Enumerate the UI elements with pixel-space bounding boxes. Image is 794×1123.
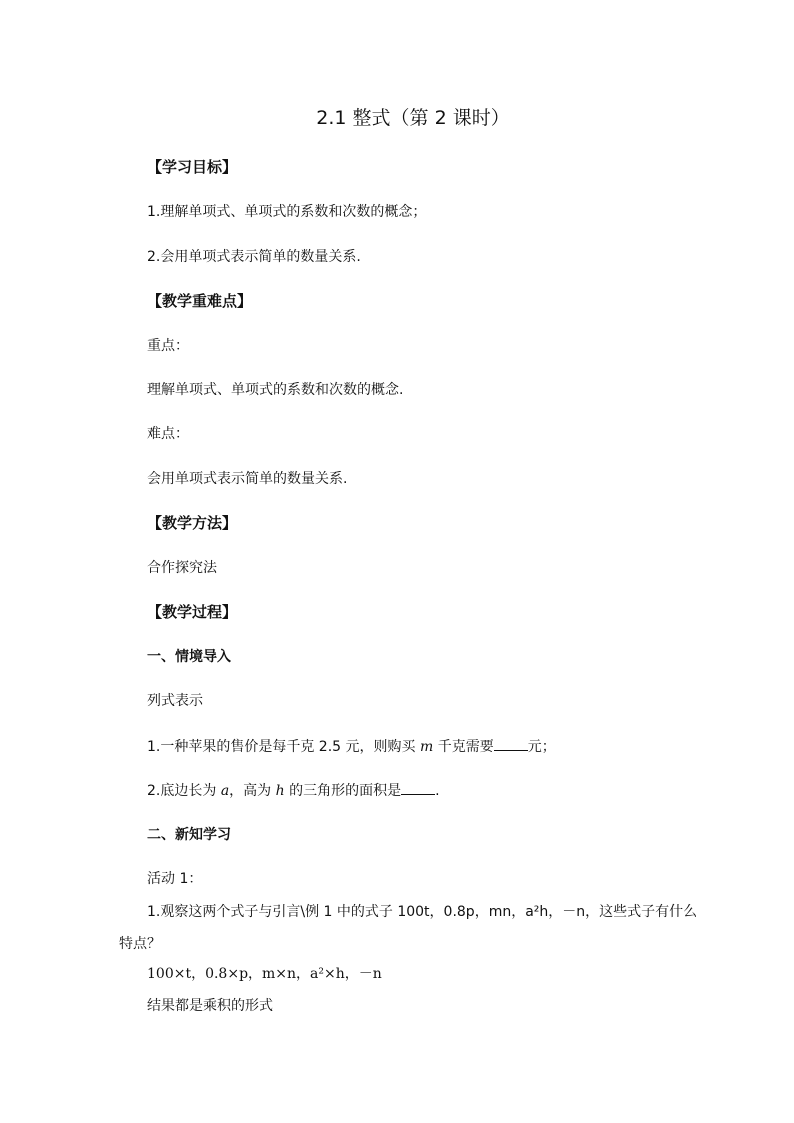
part1-heading: 一、情境导入 bbox=[147, 649, 231, 665]
q1-variable-m: m bbox=[419, 739, 434, 755]
observe-line-1: 1.观察这两个式子与引言\例 1 中的式子 100t，0.8p，mn，a²h，－n，这些式子有什么 bbox=[147, 904, 698, 920]
q2-text-d: . bbox=[435, 783, 440, 799]
q2-variable-a: a bbox=[220, 783, 230, 799]
activity-label: 活动 1： bbox=[147, 871, 203, 887]
q1-text-b: 千克需要 bbox=[433, 739, 494, 755]
key-points-heading: 【教学重难点】 bbox=[147, 292, 253, 310]
q1-text-a: 1.一种苹果的售价是每千克 2.5 元，则购买 bbox=[147, 739, 420, 755]
q2-variable-h: h bbox=[275, 783, 285, 799]
method-heading: 【教学方法】 bbox=[147, 514, 238, 532]
q2-text-c: 的三角形的面积是 bbox=[284, 783, 402, 799]
question-1 bbox=[147, 736, 556, 757]
goal-item-1: 1.理解单项式、单项式的系数和次数的概念； bbox=[147, 204, 427, 220]
page-title: 2.1 整式（第 2 课时） bbox=[316, 107, 510, 129]
q1-text-c: 元； bbox=[527, 739, 556, 755]
q2-text-a: 2.底边长为 bbox=[147, 783, 221, 799]
q1-answer-blank bbox=[494, 736, 528, 751]
expression-line: 100×t，0.8×p，m×n，a²×h，－n bbox=[147, 966, 382, 982]
q2-text-b: ，高为 bbox=[229, 783, 276, 799]
difficulty-label: 难点： bbox=[147, 426, 189, 442]
part2-heading: 二、新知学习 bbox=[147, 827, 231, 843]
q2-answer-blank bbox=[401, 780, 435, 795]
goals-heading: 【学习目标】 bbox=[147, 158, 238, 176]
process-heading: 【教学过程】 bbox=[147, 603, 238, 621]
method-text: 合作探究法 bbox=[147, 560, 217, 576]
key-label: 重点： bbox=[147, 338, 189, 354]
key-text: 理解单项式、单项式的系数和次数的概念. bbox=[147, 382, 404, 398]
difficulty-text: 会用单项式表示简单的数量关系. bbox=[147, 471, 348, 487]
goal-item-2: 2.会用单项式表示简单的数量关系. bbox=[147, 249, 361, 265]
result-line: 结果都是乘积的形式 bbox=[147, 998, 273, 1014]
part1-intro: 列式表示 bbox=[147, 693, 203, 709]
question-2 bbox=[147, 780, 440, 801]
observe-line-2: 特点？ bbox=[119, 936, 161, 952]
